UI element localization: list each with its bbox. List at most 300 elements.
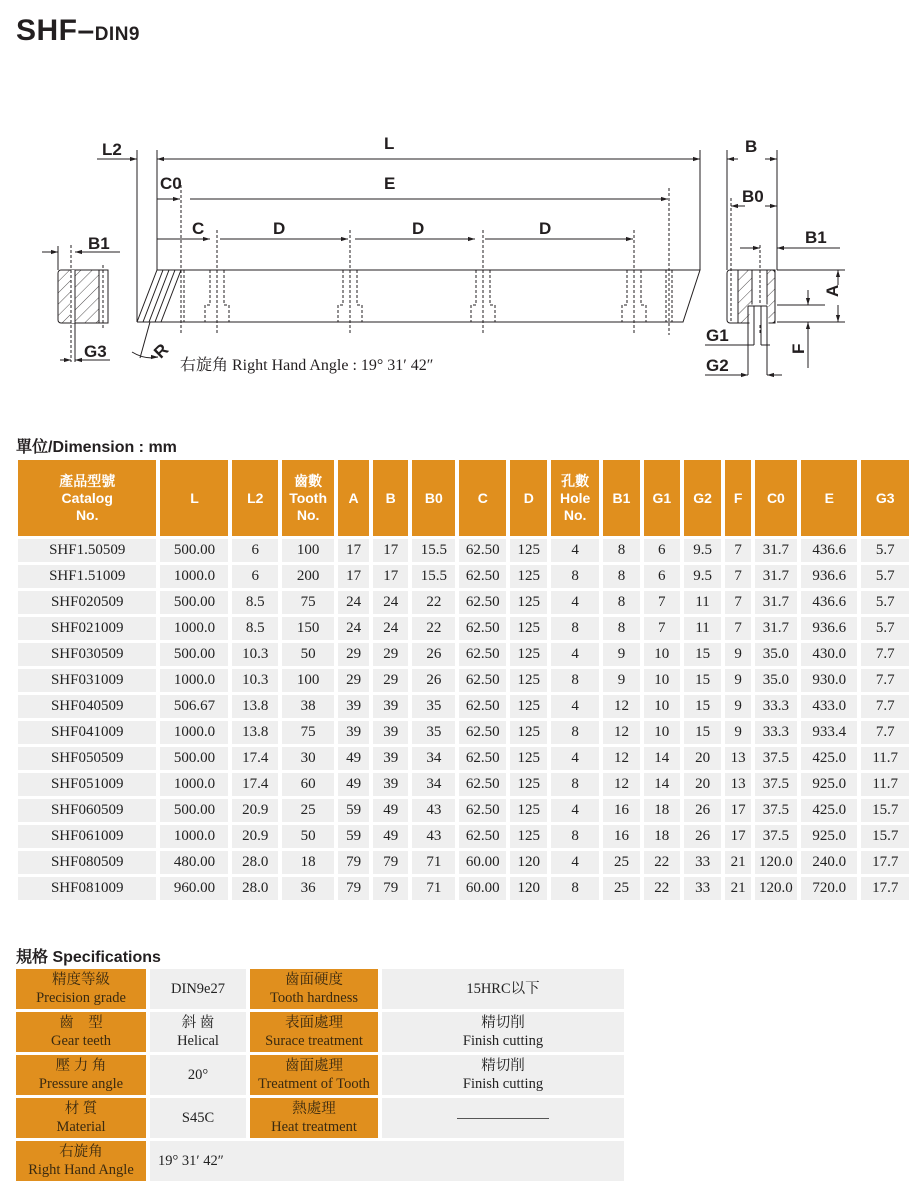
- table-cell: 720.0: [801, 877, 857, 900]
- table-cell: 59: [338, 825, 369, 848]
- table-cell: 5.7: [861, 617, 909, 640]
- table-cell: 125: [510, 539, 547, 562]
- column-header-en1: Hole: [559, 489, 591, 506]
- table-cell: 7.7: [861, 669, 909, 692]
- table-cell: 436.6: [801, 591, 857, 614]
- table-cell: 7: [725, 539, 750, 562]
- column-header: [510, 460, 547, 536]
- column-header-en2: No.: [75, 506, 99, 523]
- table-cell: 35.0: [755, 643, 797, 666]
- column-header-en1: F: [733, 489, 743, 506]
- spec-value: [150, 1141, 624, 1181]
- spec-label-line: 右旋角: [59, 1144, 103, 1160]
- table-cell: 17: [373, 565, 409, 588]
- column-header: [412, 460, 455, 536]
- dimension-table-body: [18, 539, 909, 900]
- spec-label-line: Treatment of Tooth: [258, 1076, 370, 1092]
- table-row: [18, 695, 909, 718]
- column-header: [684, 460, 722, 536]
- table-cell: 35.0: [755, 669, 797, 692]
- column-header: [603, 460, 640, 536]
- table-cell: 8: [551, 721, 599, 744]
- table-cell: 71: [412, 851, 455, 874]
- table-cell: 425.0: [801, 747, 857, 770]
- table-cell: 11: [684, 591, 722, 614]
- table-cell: 13: [725, 773, 750, 796]
- table-cell: 28.0: [232, 851, 278, 874]
- label-D-1: D: [273, 219, 286, 238]
- label-F: F: [789, 343, 808, 354]
- table-row: [18, 851, 909, 874]
- column-header-en1: A: [348, 489, 359, 506]
- table-row: [18, 565, 909, 588]
- table-cell: 25: [603, 851, 640, 874]
- table-row: [18, 825, 909, 848]
- table-cell: 6: [644, 565, 680, 588]
- table-cell: 15: [684, 721, 722, 744]
- table-cell: 39: [373, 695, 409, 718]
- spec-label-line: 齒 型: [59, 1015, 103, 1031]
- table-cell: 7.7: [861, 695, 909, 718]
- table-cell: 9: [603, 643, 640, 666]
- table-cell: 62.50: [459, 539, 506, 562]
- table-row: [18, 747, 909, 770]
- table-cell: 71: [412, 877, 455, 900]
- spec-row: [16, 1098, 624, 1138]
- table-cell: 49: [338, 747, 369, 770]
- label-B1-right: B1: [805, 228, 827, 247]
- table-cell: 8: [603, 565, 640, 588]
- table-cell: 8.5: [232, 617, 278, 640]
- left-section-view: [42, 245, 120, 362]
- column-header-en1: D: [523, 489, 534, 506]
- table-cell: 34: [412, 773, 455, 796]
- column-header-en2: No.: [563, 506, 587, 523]
- table-cell: 8: [551, 825, 599, 848]
- spec-label-line: 熱處理: [292, 1101, 336, 1117]
- table-cell: 925.0: [801, 825, 857, 848]
- table-cell: 49: [373, 825, 409, 848]
- table-cell: 15: [684, 695, 722, 718]
- table-cell: 24: [373, 617, 409, 640]
- table-cell: 20.9: [232, 825, 278, 848]
- column-header: [861, 460, 909, 536]
- column-header-en1: E: [824, 489, 834, 506]
- table-cell: 7: [725, 591, 750, 614]
- table-cell: 37.5: [755, 747, 797, 770]
- table-cell: 14: [644, 773, 680, 796]
- table-cell: 60.00: [459, 851, 506, 874]
- column-header-en1: Catalog: [61, 489, 113, 506]
- spec-row: [16, 969, 624, 1009]
- table-cell: 5.7: [861, 565, 909, 588]
- column-header-en2: No.: [296, 506, 320, 523]
- dimension-section-title: 單位/Dimension : mm: [16, 439, 177, 456]
- table-cell: 34: [412, 747, 455, 770]
- table-cell: 500.00: [160, 747, 228, 770]
- spec-label-line: Tooth hardness: [270, 990, 358, 1006]
- table-cell: 18: [282, 851, 334, 874]
- table-cell: 24: [338, 591, 369, 614]
- table-cell: 39: [373, 773, 409, 796]
- table-cell: 4: [551, 851, 599, 874]
- table-cell: 125: [510, 617, 547, 640]
- table-cell: 22: [644, 877, 680, 900]
- table-cell: 15.5: [412, 565, 455, 588]
- spec-value-line: 19° 31′ 42″: [158, 1153, 224, 1169]
- table-cell: 22: [644, 851, 680, 874]
- table-cell: 200: [282, 565, 334, 588]
- table-cell: 17: [338, 565, 369, 588]
- table-cell: 9.5: [684, 539, 722, 562]
- table-cell: 9: [725, 669, 750, 692]
- table-cell: 33.3: [755, 695, 797, 718]
- table-cell: 24: [338, 617, 369, 640]
- table-cell: 75: [282, 721, 334, 744]
- table-cell: 125: [510, 799, 547, 822]
- label-A: A: [823, 284, 842, 297]
- spec-value-line: 精切削: [481, 1015, 525, 1031]
- table-cell: 79: [373, 851, 409, 874]
- table-cell: 7: [644, 591, 680, 614]
- table-row: [18, 799, 909, 822]
- table-cell: 29: [338, 669, 369, 692]
- table-cell: 120.0: [755, 851, 797, 874]
- table-cell: 37.5: [755, 773, 797, 796]
- title-main: SHF–: [16, 14, 95, 47]
- table-cell: 33: [684, 851, 722, 874]
- spec-value: [150, 1055, 246, 1095]
- spec-label: [16, 969, 146, 1009]
- column-header: [755, 460, 797, 536]
- spec-label-line: Precision grade: [36, 990, 126, 1006]
- column-header: [338, 460, 369, 536]
- catalog-no-cell: SHF1.50509: [18, 539, 156, 562]
- catalog-no-cell: SHF021009: [18, 617, 156, 640]
- table-cell: 21: [725, 877, 750, 900]
- spec-value: [382, 969, 624, 1009]
- spec-row: [16, 1055, 624, 1095]
- table-cell: 433.0: [801, 695, 857, 718]
- table-cell: 10: [644, 643, 680, 666]
- table-cell: 15.5: [412, 539, 455, 562]
- spec-value: [382, 1098, 624, 1138]
- table-cell: 6: [232, 539, 278, 562]
- dimension-table: [14, 457, 913, 903]
- table-cell: 425.0: [801, 799, 857, 822]
- spec-value-line: 20°: [187, 1067, 209, 1083]
- table-cell: 17.7: [861, 851, 909, 874]
- label-G3: G3: [84, 342, 107, 361]
- table-cell: 125: [510, 825, 547, 848]
- label-B0: B0: [742, 187, 764, 206]
- table-cell: 18: [644, 825, 680, 848]
- table-cell: 60.00: [459, 877, 506, 900]
- table-cell: 62.50: [459, 565, 506, 588]
- table-cell: 4: [551, 747, 599, 770]
- table-cell: 8: [551, 877, 599, 900]
- table-cell: 12: [603, 773, 640, 796]
- table-cell: 10: [644, 721, 680, 744]
- spec-label-line: 齒面處理: [285, 1058, 343, 1074]
- table-cell: 12: [603, 721, 640, 744]
- table-cell: 1000.0: [160, 617, 228, 640]
- spec-label-line: 壓 力 角: [55, 1058, 107, 1074]
- table-cell: 430.0: [801, 643, 857, 666]
- table-cell: 62.50: [459, 747, 506, 770]
- table-cell: 22: [412, 617, 455, 640]
- label-C: C: [192, 219, 205, 238]
- table-cell: 13.8: [232, 721, 278, 744]
- table-cell: 37.5: [755, 799, 797, 822]
- table-cell: 240.0: [801, 851, 857, 874]
- spec-value: [150, 1098, 246, 1138]
- table-cell: 17: [373, 539, 409, 562]
- table-cell: 8: [603, 591, 640, 614]
- table-row: [18, 539, 909, 562]
- table-cell: 8: [551, 669, 599, 692]
- table-cell: 62.50: [459, 773, 506, 796]
- table-cell: 17: [725, 799, 750, 822]
- catalog-no-cell: SHF030509: [18, 643, 156, 666]
- table-cell: 120: [510, 877, 547, 900]
- table-cell: 20.9: [232, 799, 278, 822]
- table-cell: 43: [412, 825, 455, 848]
- label-D-2: D: [412, 219, 425, 238]
- spec-value-line: 精切削: [481, 1058, 525, 1074]
- label-G1: G1: [706, 326, 729, 345]
- spec-label: [16, 1141, 146, 1181]
- table-cell: 20: [684, 773, 722, 796]
- right-hand-angle-note: 右旋角 Right Hand Angle : 19° 31′ 42″: [180, 357, 434, 374]
- spec-value-line: Helical: [177, 1033, 219, 1049]
- table-cell: 12: [603, 695, 640, 718]
- label-D-3: D: [539, 219, 552, 238]
- table-cell: 12: [603, 747, 640, 770]
- table-cell: 31.7: [755, 617, 797, 640]
- label-L2: L2: [102, 140, 122, 159]
- rack-front-view: [97, 150, 700, 358]
- table-cell: 17: [725, 825, 750, 848]
- spec-value-line: Finish cutting: [462, 1076, 544, 1092]
- column-header: [801, 460, 857, 536]
- table-cell: 9: [725, 721, 750, 744]
- table-cell: 6: [644, 539, 680, 562]
- table-cell: 25: [282, 799, 334, 822]
- table-row: [18, 617, 909, 640]
- table-cell: 18: [644, 799, 680, 822]
- spec-value-line: 斜 齒: [181, 1015, 215, 1031]
- spec-value: [150, 1012, 246, 1052]
- table-cell: 125: [510, 565, 547, 588]
- table-cell: 125: [510, 591, 547, 614]
- column-header-en1: Tooth: [289, 489, 328, 506]
- table-row: [18, 591, 909, 614]
- table-cell: 930.0: [801, 669, 857, 692]
- catalog-no-cell: SHF060509: [18, 799, 156, 822]
- spec-label-line: 表面處理: [285, 1015, 343, 1031]
- spec-label: [250, 1055, 378, 1095]
- catalog-no-cell: SHF051009: [18, 773, 156, 796]
- table-cell: 17: [338, 539, 369, 562]
- column-header-en1: B0: [424, 489, 443, 506]
- spec-label-line: 齒面硬度: [285, 972, 343, 988]
- title-sub: DIN9: [94, 24, 140, 45]
- table-cell: 35: [412, 695, 455, 718]
- table-cell: 37.5: [755, 825, 797, 848]
- column-header: [644, 460, 680, 536]
- column-header-en1: G1: [652, 489, 672, 506]
- rack-technical-drawing: [0, 120, 913, 400]
- spec-label-line: Pressure angle: [38, 1076, 124, 1092]
- table-row: [18, 643, 909, 666]
- table-cell: 62.50: [459, 643, 506, 666]
- column-header: [725, 460, 750, 536]
- spec-row: [16, 1012, 624, 1052]
- table-cell: 480.00: [160, 851, 228, 874]
- table-cell: 17.7: [861, 877, 909, 900]
- table-cell: 29: [373, 669, 409, 692]
- catalog-no-cell: SHF081009: [18, 877, 156, 900]
- page-title: [16, 14, 140, 48]
- table-cell: 4: [551, 539, 599, 562]
- spec-label: [250, 969, 378, 1009]
- catalog-no-cell: SHF041009: [18, 721, 156, 744]
- table-cell: 33: [684, 877, 722, 900]
- table-cell: 75: [282, 591, 334, 614]
- column-header: [551, 460, 599, 536]
- table-cell: 6: [232, 565, 278, 588]
- table-cell: 36: [282, 877, 334, 900]
- spec-table: [12, 966, 628, 1184]
- table-cell: 8: [551, 773, 599, 796]
- table-cell: 59: [338, 799, 369, 822]
- table-cell: 9.5: [684, 565, 722, 588]
- table-cell: 4: [551, 591, 599, 614]
- table-cell: 33.3: [755, 721, 797, 744]
- spec-label: [250, 1012, 378, 1052]
- table-cell: 960.00: [160, 877, 228, 900]
- catalog-no-cell: SHF050509: [18, 747, 156, 770]
- table-cell: 506.67: [160, 695, 228, 718]
- table-cell: 62.50: [459, 669, 506, 692]
- table-cell: 26: [412, 643, 455, 666]
- table-cell: 79: [338, 851, 369, 874]
- table-cell: 21: [725, 851, 750, 874]
- table-cell: 26: [412, 669, 455, 692]
- table-cell: 60: [282, 773, 334, 796]
- dimension-header-row: [18, 460, 909, 536]
- table-cell: 49: [373, 799, 409, 822]
- table-cell: 9: [725, 695, 750, 718]
- table-cell: 936.6: [801, 617, 857, 640]
- table-cell: 62.50: [459, 591, 506, 614]
- spec-label: [16, 1098, 146, 1138]
- table-cell: 7: [725, 565, 750, 588]
- table-cell: 26: [684, 799, 722, 822]
- table-row: [18, 669, 909, 692]
- table-cell: 1000.0: [160, 773, 228, 796]
- label-R: R: [150, 339, 173, 363]
- column-header: [160, 460, 228, 536]
- table-cell: 500.00: [160, 799, 228, 822]
- table-cell: 120.0: [755, 877, 797, 900]
- table-cell: 31.7: [755, 565, 797, 588]
- table-cell: 7: [644, 617, 680, 640]
- table-cell: 5.7: [861, 539, 909, 562]
- table-cell: 125: [510, 669, 547, 692]
- spec-label-line: Heat treatment: [271, 1119, 357, 1135]
- table-cell: 933.4: [801, 721, 857, 744]
- table-cell: 8: [551, 617, 599, 640]
- table-cell: 62.50: [459, 825, 506, 848]
- table-cell: 4: [551, 695, 599, 718]
- table-cell: 11: [684, 617, 722, 640]
- table-cell: 9: [603, 669, 640, 692]
- table-cell: 7.7: [861, 721, 909, 744]
- table-cell: 62.50: [459, 799, 506, 822]
- table-cell: 9: [725, 643, 750, 666]
- table-cell: 30: [282, 747, 334, 770]
- table-cell: 25: [603, 877, 640, 900]
- spec-label: [16, 1055, 146, 1095]
- table-cell: 62.50: [459, 695, 506, 718]
- table-cell: 925.0: [801, 773, 857, 796]
- table-cell: 100: [282, 539, 334, 562]
- table-cell: 10.3: [232, 643, 278, 666]
- label-C0: C0: [160, 174, 182, 193]
- column-header-en1: C0: [766, 489, 785, 506]
- spec-value-line: 15HRC以下: [466, 981, 540, 997]
- table-cell: 16: [603, 799, 640, 822]
- table-cell: 31.7: [755, 591, 797, 614]
- table-cell: 1000.0: [160, 565, 228, 588]
- column-header-zh: 產品型號: [59, 472, 116, 489]
- column-header-en1: G2: [693, 489, 712, 506]
- table-cell: 11.7: [861, 747, 909, 770]
- table-cell: 20: [684, 747, 722, 770]
- catalog-no-cell: SHF061009: [18, 825, 156, 848]
- table-cell: 15: [684, 669, 722, 692]
- column-header: [18, 460, 156, 536]
- table-cell: 39: [338, 695, 369, 718]
- table-cell: 4: [551, 799, 599, 822]
- table-cell: 150: [282, 617, 334, 640]
- table-cell: 62.50: [459, 721, 506, 744]
- table-cell: 500.00: [160, 539, 228, 562]
- spec-value: [150, 969, 246, 1009]
- table-cell: 436.6: [801, 539, 857, 562]
- table-cell: 125: [510, 643, 547, 666]
- spec-value: [382, 1012, 624, 1052]
- spec-label-line: Surace treatment: [265, 1033, 363, 1049]
- table-cell: 500.00: [160, 643, 228, 666]
- column-header-zh: 孔數: [561, 472, 590, 489]
- table-cell: 10: [644, 695, 680, 718]
- table-cell: 50: [282, 825, 334, 848]
- column-header: [373, 460, 409, 536]
- column-header-en1: C: [477, 489, 488, 506]
- label-B1-left: B1: [88, 234, 110, 253]
- label-E: E: [384, 174, 396, 193]
- table-cell: 500.00: [160, 591, 228, 614]
- table-cell: 79: [338, 877, 369, 900]
- spec-label: [250, 1098, 378, 1138]
- spec-value-line: Finish cutting: [462, 1033, 544, 1049]
- spec-value-line: DIN9e27: [171, 981, 225, 997]
- table-cell: 4: [551, 643, 599, 666]
- table-cell: 39: [373, 747, 409, 770]
